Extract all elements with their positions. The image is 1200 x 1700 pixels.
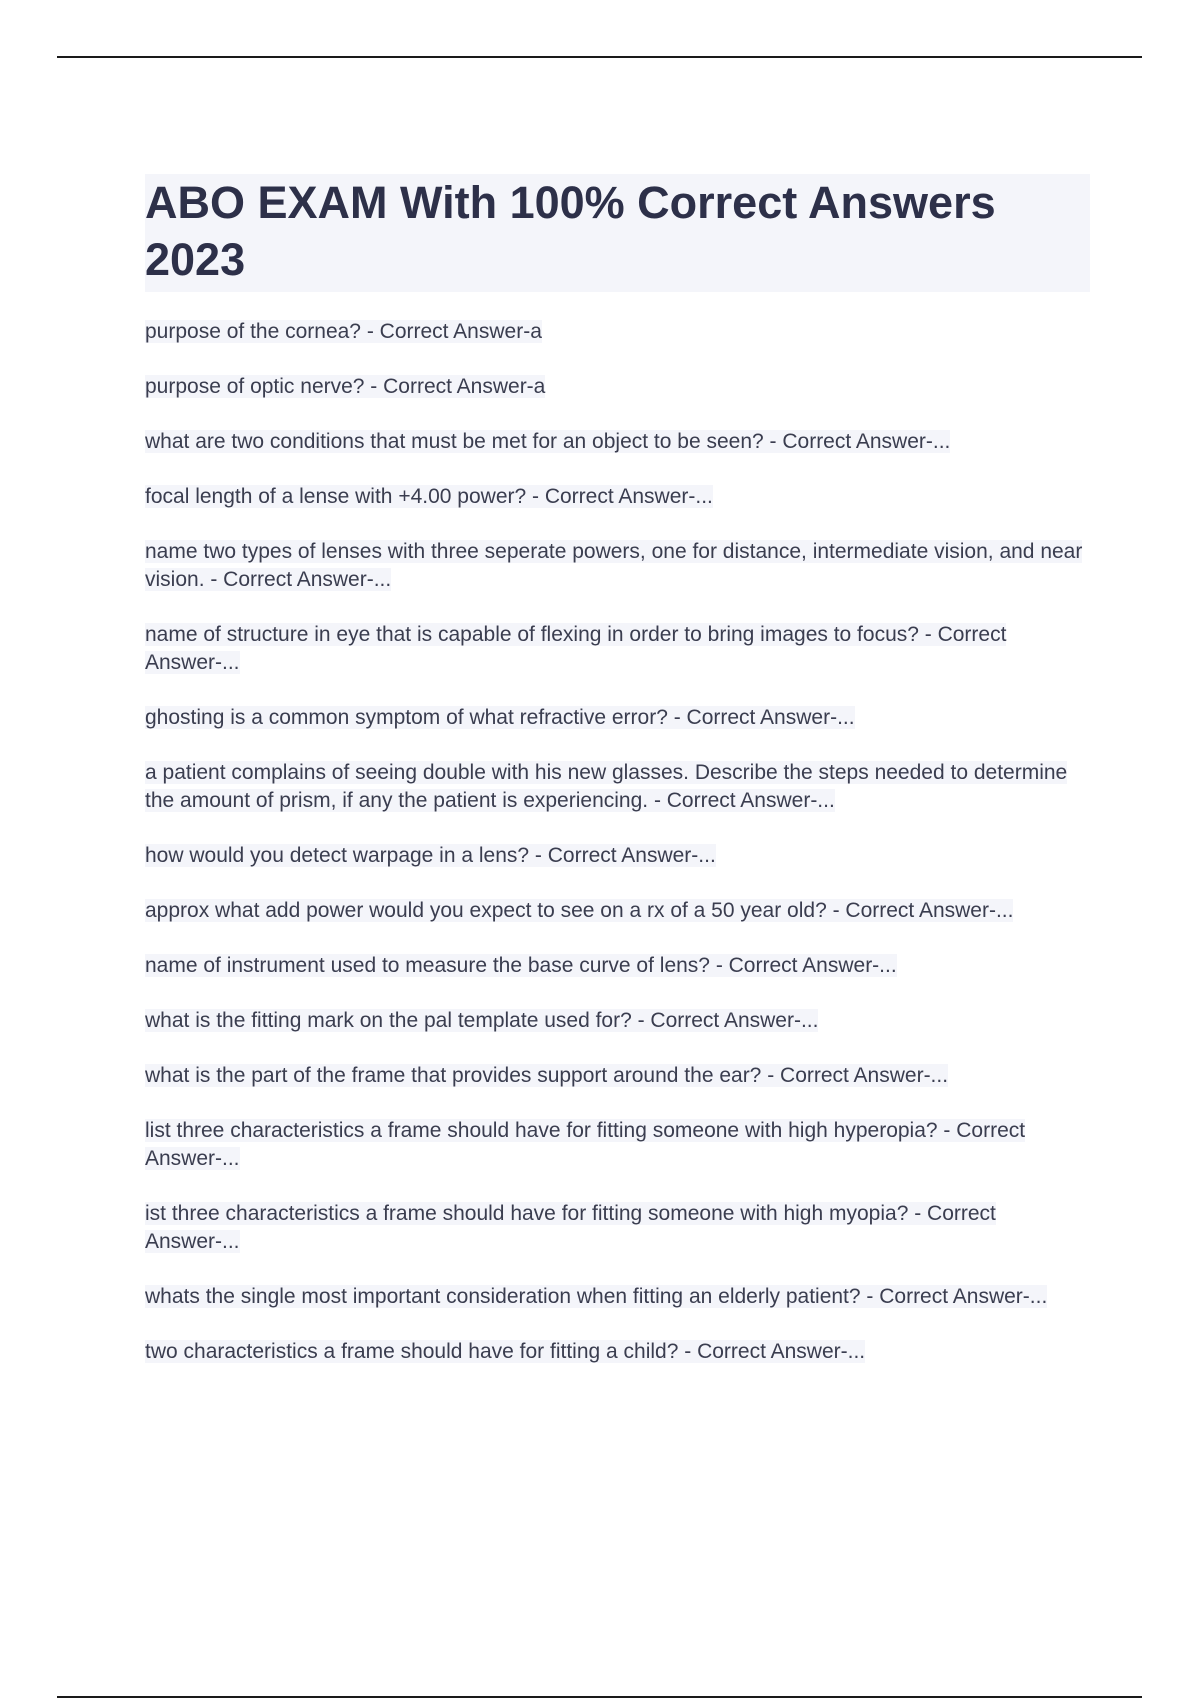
- question-item: [145, 842, 1090, 870]
- question-text: list three characteristics a frame should have for fitting someone with high hyperopia? - Correct Answer-...: [145, 1119, 1026, 1170]
- question-text: ist three characteristics a frame should have for fitting someone with high myopia? - Correct Answer-...: [145, 1202, 996, 1253]
- question-item: [145, 621, 1090, 677]
- question-text: ghosting is a common symptom of what refractive error? - Correct Answer-...: [145, 706, 855, 729]
- question-text: a patient complains of seeing double with his new glasses. Describe the steps needed to determine the amount of prism, if any the patient is experiencing. - Correct Answer-...: [145, 761, 1068, 812]
- question-text: how would you detect warpage in a lens? - Correct Answer-...: [145, 844, 716, 867]
- title-block: [145, 174, 1090, 292]
- bottom-rule: [57, 1696, 1142, 1698]
- question-item: [145, 1200, 1090, 1256]
- question-item: [145, 1117, 1090, 1173]
- question-item: [145, 704, 1090, 732]
- question-item: [145, 373, 1090, 401]
- question-item: [145, 759, 1090, 815]
- question-text: purpose of optic nerve? - Correct Answer-a: [145, 375, 546, 398]
- question-text: focal length of a lense with +4.00 power? - Correct Answer-...: [145, 485, 713, 508]
- question-item: [145, 428, 1090, 456]
- question-item: [145, 538, 1090, 594]
- question-text: approx what add power would you expect to see on a rx of a 50 year old? - Correct Answer-...: [145, 899, 1014, 922]
- question-list: [145, 318, 1090, 1366]
- question-text: what are two conditions that must be met for an object to be seen? - Correct Answer-...: [145, 430, 951, 453]
- question-text: name of instrument used to measure the base curve of lens? - Correct Answer-...: [145, 954, 897, 977]
- question-item: [145, 483, 1090, 511]
- question-text: two characteristics a frame should have for fitting a child? - Correct Answer-...: [145, 1340, 866, 1363]
- question-text: purpose of the cornea? - Correct Answer-a: [145, 320, 542, 343]
- question-text: whats the single most important consideration when fitting an elderly patient? - Correct Answer-...: [145, 1285, 1048, 1308]
- document-title: ABO EXAM With 100% Correct Answers 2023: [145, 177, 996, 285]
- question-item: [145, 318, 1090, 346]
- question-text: name of structure in eye that is capable of flexing in order to bring images to focus? - Correct Answer-...: [145, 623, 1007, 674]
- question-text: what is the part of the frame that provides support around the ear? - Correct Answer-...: [145, 1064, 949, 1087]
- question-item: [145, 1062, 1090, 1090]
- top-rule: [57, 56, 1142, 58]
- question-item: [145, 897, 1090, 925]
- question-text: name two types of lenses with three seperate powers, one for distance, intermediate vision, and near vision. - Correct Answer-...: [145, 540, 1083, 591]
- question-item: [145, 1283, 1090, 1311]
- question-item: [145, 1007, 1090, 1035]
- question-item: [145, 1338, 1090, 1366]
- question-text: what is the fitting mark on the pal template used for? - Correct Answer-...: [145, 1009, 819, 1032]
- question-item: [145, 952, 1090, 980]
- document-body: [145, 174, 1090, 1393]
